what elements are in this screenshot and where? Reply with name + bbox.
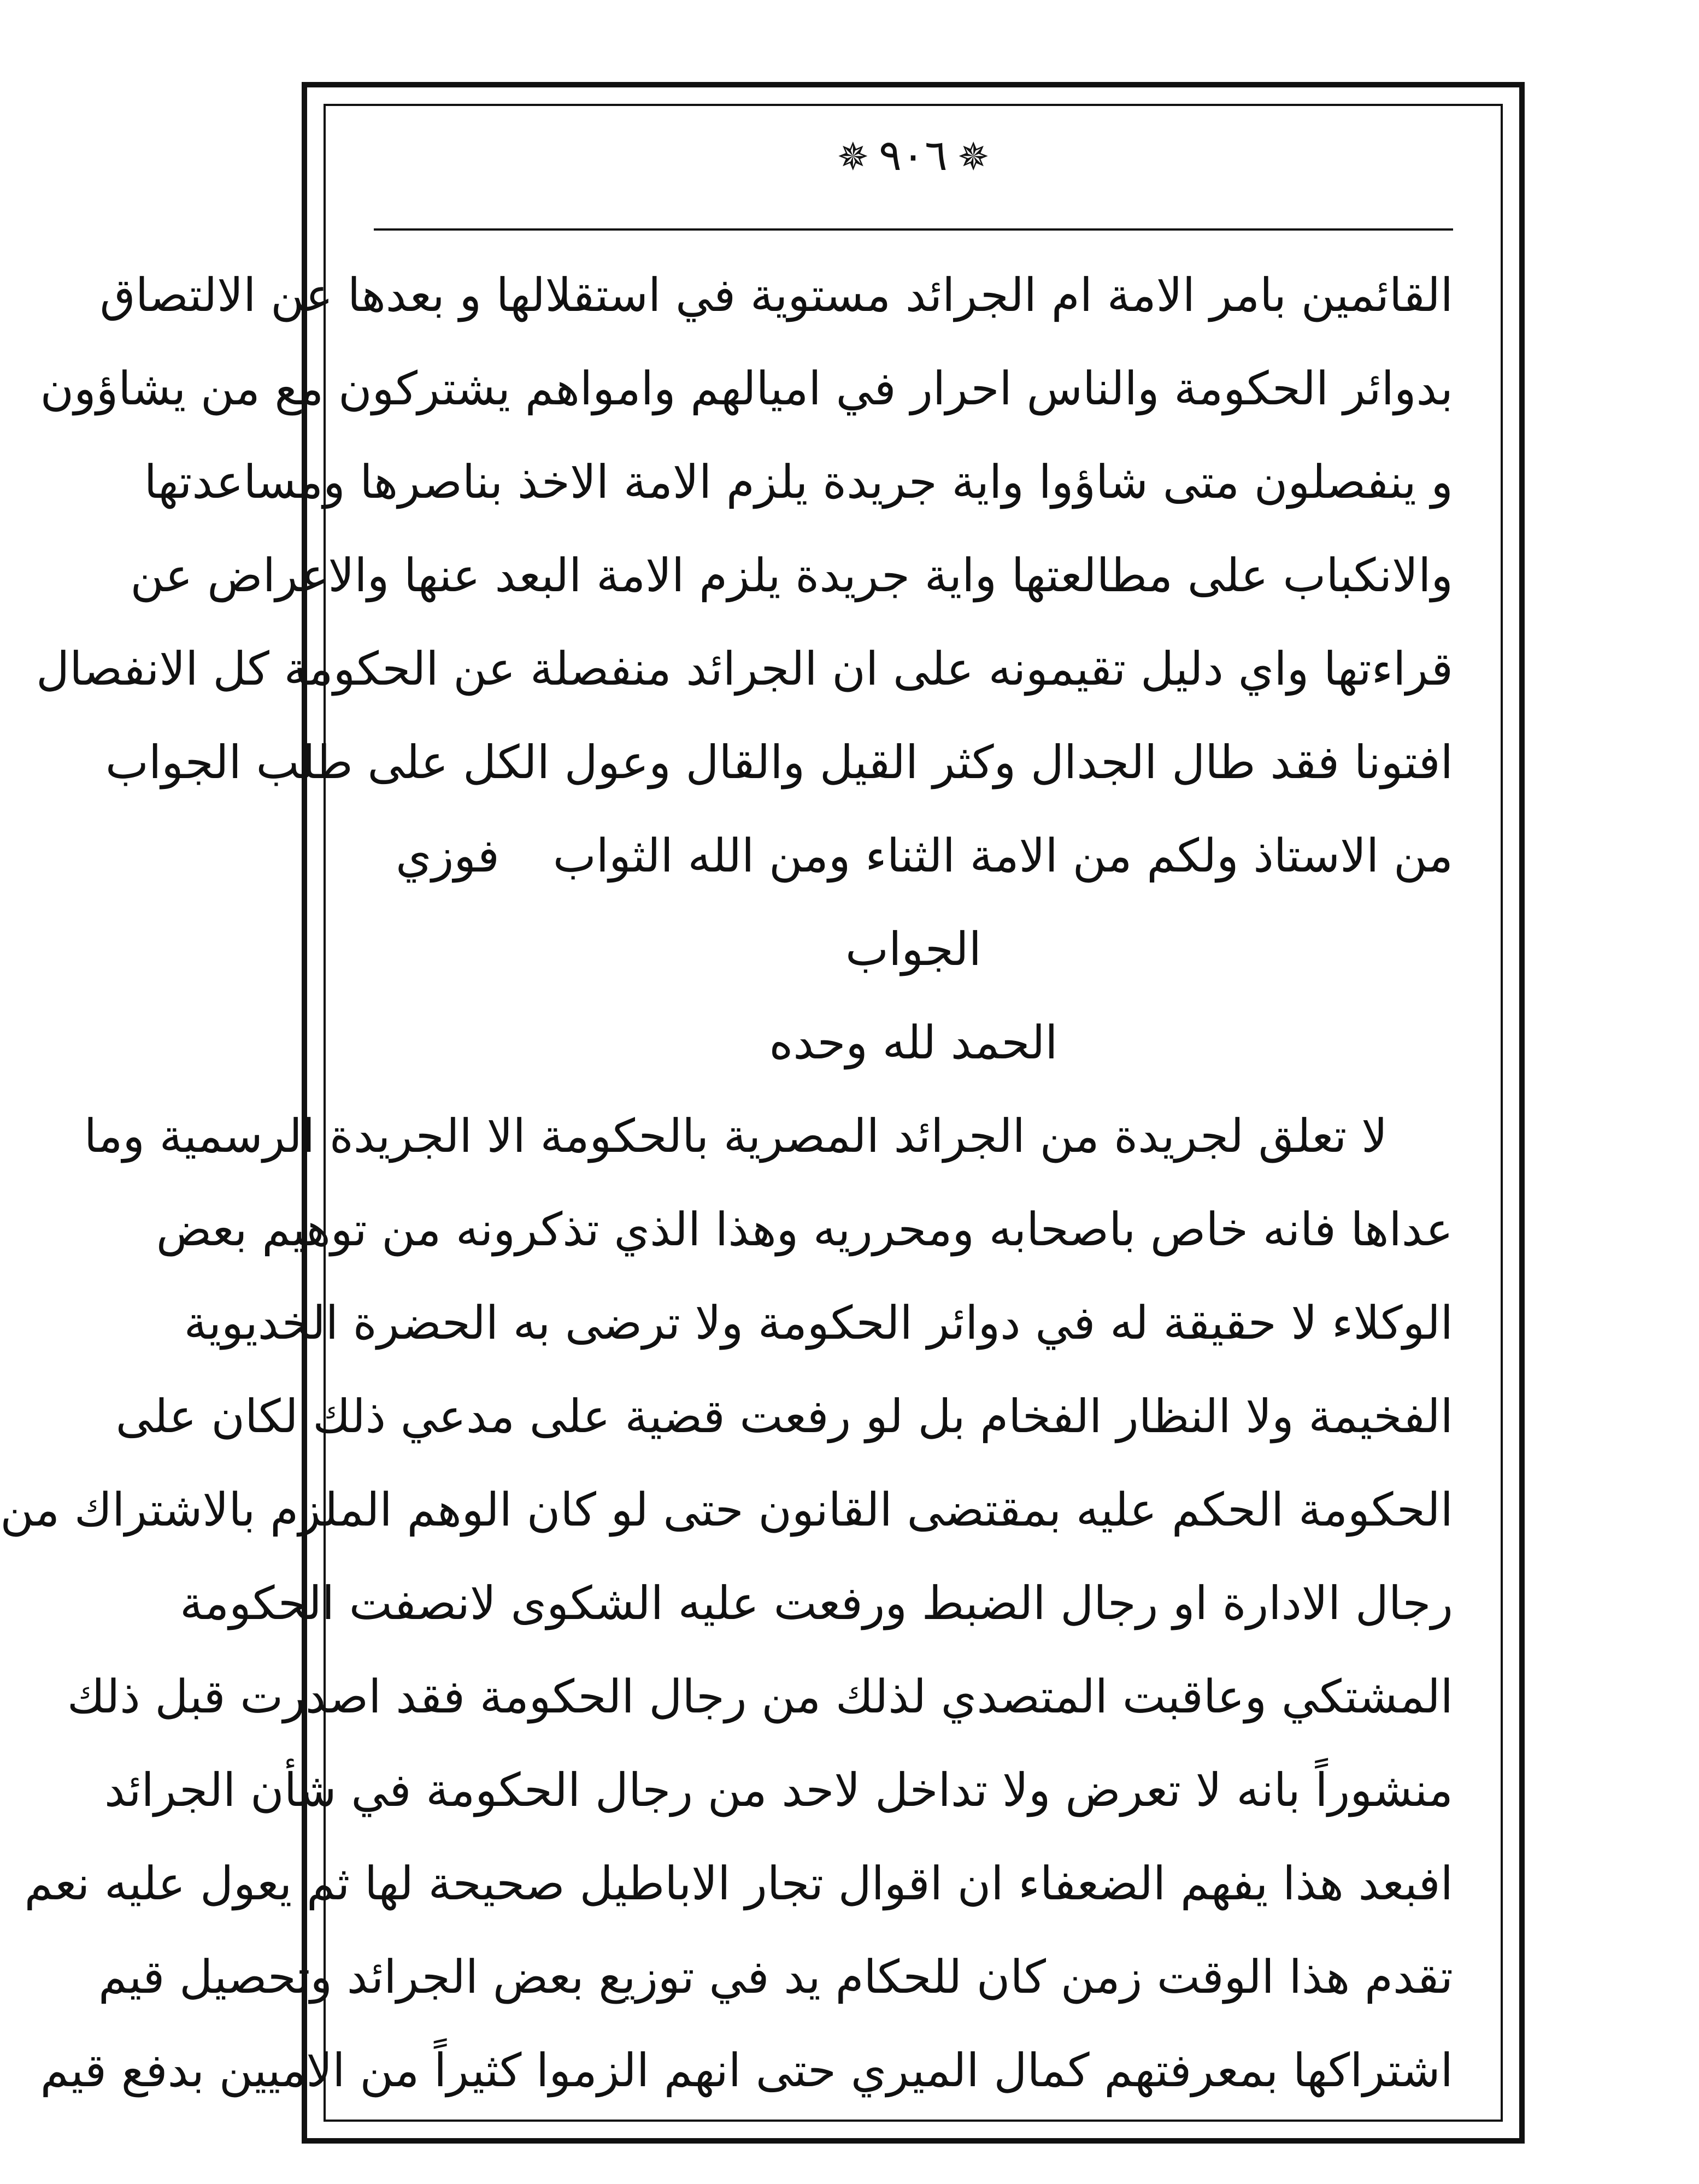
question-closing-line: من الاستاذ ولكم من الامة الثناء ومن الله الثواب	[552, 829, 1453, 882]
star-ornament-icon: ✵	[957, 134, 990, 179]
question-closing-row	[374, 809, 1453, 903]
answer-line: الوكلاء لا حقيقة له في دوائر الحكومة ولا ترضى به الحضرة الخديوية	[184, 1296, 1453, 1350]
question-line: بدوائر الحكومة والناس احرار في اميالهم وامواهم يشتركون مع من يشاؤون	[40, 362, 1453, 415]
page-number: ٩٠٦	[879, 131, 948, 180]
star-ornament-icon: ✵	[837, 134, 869, 179]
answer-line: منشوراً بانه لا تعرض ولا تداخل لاحد من رجال الحكومة في شأن الجرائد	[104, 1763, 1453, 1817]
answer-line: تقدم هذا الوقت زمن كان للحكام يد في توزيع بعض الجرائد وتحصيل قيم	[98, 1950, 1453, 2004]
answer-subheading: الحمد لله وحده	[769, 1016, 1058, 1069]
answer-line: المشتكي وعاقبت المتصدي لذلك من رجال الحكومة فقد اصدرت قبل ذلك	[67, 1670, 1453, 1723]
page-body	[0, 249, 1453, 2117]
question-line: القائمين بامر الامة ام الجرائد مستوية في استقلالها و بعدها عن الالتصاق	[99, 268, 1453, 322]
answer-heading: الجواب	[845, 922, 981, 976]
question-line: والانكباب على مطالعتها واية جريدة يلزم الامة البعد عنها والاعراض عن	[130, 549, 1453, 602]
question-line: و ينفصلون متى شاؤوا واية جريدة يلزم الامة الاخذ بناصرها ومساعدتها	[144, 455, 1453, 509]
answer-line: افبعد هذا يفهم الضعفاء ان اقوال تجار الاباطيل صحيحة لها ثم يعول عليه نعم	[24, 1857, 1453, 1910]
answer-line: اشتراكها بمعرفتهم كمال الميري حتى انهم الزموا كثيراً من الاميين بدفع قيم	[40, 2044, 1453, 2097]
answer-line: رجال الادارة او رجال الضبط ورفعت عليه الشكوى لانصفت الحكومة	[180, 1576, 1453, 1630]
answer-line: الحكومة الحكم عليه بمقتضى القانون حتى لو كان الوهم الملزم بالاشتراك من	[0, 1483, 1453, 1537]
signature: فوزي	[396, 829, 499, 882]
question-line: افتونا فقد طال الجدال وكثر القيل والقال وعول الكل على طلب الجواب	[105, 735, 1453, 789]
answer-line: لا تعلق لجريدة من الجرائد المصرية بالحكومة الا الجريدة الرسمية وما	[84, 1109, 1388, 1163]
question-line: قراءتها واي دليل تقيمونه على ان الجرائد منفصلة عن الحكومة كل الانفصال	[36, 642, 1453, 696]
page-header	[324, 123, 1503, 190]
header-divider	[374, 228, 1453, 231]
answer-line: عداها فانه خاص باصحابه ومحرريه وهذا الذي تذكرونه من توهيم بعض	[156, 1203, 1453, 1256]
answer-line: الفخيمة ولا النظار الفخام بل لو رفعت قضية على مدعي ذلك لكان على	[115, 1390, 1453, 1443]
